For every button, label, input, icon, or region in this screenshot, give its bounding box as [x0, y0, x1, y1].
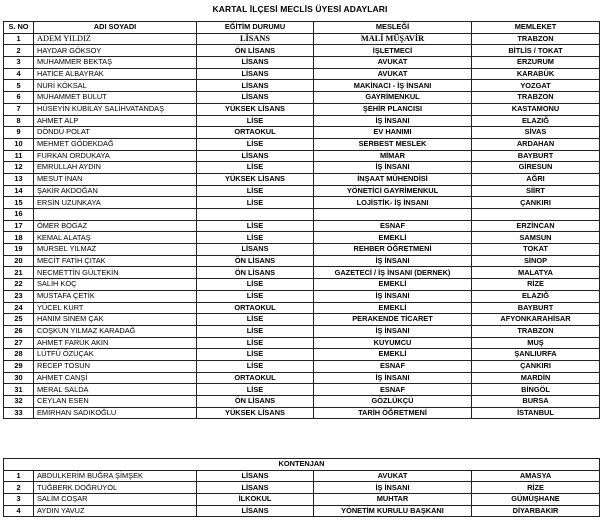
cell-education: ÖN LİSANS — [197, 267, 314, 279]
cell-hometown: BURSA — [472, 396, 600, 408]
cell-no: 31 — [4, 384, 34, 396]
cell-hometown: BİTLİS / TOKAT — [472, 45, 600, 57]
cell-no: 21 — [4, 267, 34, 279]
cell-profession: ESNAF — [314, 384, 472, 396]
cell-no: 25 — [4, 314, 34, 326]
cell-profession: EV HANIMI — [314, 127, 472, 139]
table-row — [4, 302, 600, 314]
cell-profession: İŞ İNSANI — [314, 115, 472, 127]
cell-profession: REHBER ÖĞRETMENİ — [314, 244, 472, 256]
cell-profession: PERAKENDE TİCARET — [314, 314, 472, 326]
column-header-education: EĞİTİM DURUMU — [197, 22, 314, 34]
cell-name: LÜTFÜ ÖZUÇAK — [34, 349, 197, 361]
cell-name: KEMAL ALATAŞ — [34, 232, 197, 244]
cell-name: HÜSEYİN KUBİLAY SALİHVATANDAŞ — [34, 103, 197, 115]
cell-education: ÖN LİSANS — [197, 396, 314, 408]
cell-name: ABDULKERİM BUĞRA ŞİMŞEK — [34, 470, 197, 482]
cell-education: YÜKSEK LİSANS — [197, 407, 314, 419]
cell-no: 23 — [4, 290, 34, 302]
cell-hometown: RİZE — [472, 279, 600, 291]
cell-hometown: TRABZON — [472, 33, 600, 45]
cell-profession: İŞ İNSANI — [314, 255, 472, 267]
table-row — [4, 290, 600, 302]
kontenjan-row — [4, 494, 600, 506]
table-row — [4, 138, 600, 150]
cell-education — [197, 209, 314, 221]
cell-profession: YÖNETİCİ GAYRİMENKUL — [314, 185, 472, 197]
table-row — [4, 57, 600, 69]
cell-no: 11 — [4, 150, 34, 162]
cell-profession: MALİ MÜŞAVİR — [314, 33, 472, 45]
table-row — [4, 68, 600, 80]
cell-no: 32 — [4, 396, 34, 408]
cell-no: 27 — [4, 337, 34, 349]
cell-education: LİSE — [197, 314, 314, 326]
cell-name: MESUT İNAN — [34, 173, 197, 185]
table-row — [4, 45, 600, 57]
cell-no: 33 — [4, 407, 34, 419]
table-row — [4, 244, 600, 256]
table-row — [4, 325, 600, 337]
cell-education: LİSE — [197, 360, 314, 372]
table-row — [4, 279, 600, 291]
cell-profession: ESNAF — [314, 360, 472, 372]
table-row — [4, 162, 600, 174]
table-row — [4, 150, 600, 162]
cell-hometown: GİRESUN — [472, 162, 600, 174]
cell-hometown: GÜMÜŞHANE — [472, 494, 600, 506]
cell-education: LİSANS — [197, 482, 314, 494]
cell-profession: EMEKLİ — [314, 302, 472, 314]
cell-name: AHMET CANŞİ — [34, 372, 197, 384]
table-row — [4, 185, 600, 197]
cell-hometown: MUŞ — [472, 337, 600, 349]
cell-hometown: ELAZIĞ — [472, 290, 600, 302]
cell-name: COŞKUN YILMAZ KARADAĞ — [34, 325, 197, 337]
cell-hometown: AĞRI — [472, 173, 600, 185]
cell-profession: MİMAR — [314, 150, 472, 162]
cell-hometown: TRABZON — [472, 325, 600, 337]
cell-no: 16 — [4, 209, 34, 221]
cell-hometown: AMASYA — [472, 470, 600, 482]
cell-profession: GÖZLÜKÇÜ — [314, 396, 472, 408]
cell-profession: AVUKAT — [314, 57, 472, 69]
cell-name: EMİRHAN SADIKOĞLU — [34, 407, 197, 419]
column-header-name: ADI SOYADI — [34, 22, 197, 34]
cell-name: NURİ KÖKSAL — [34, 80, 197, 92]
cell-education: YÜKSEK LİSANS — [197, 103, 314, 115]
cell-name: YÜCEL KURT — [34, 302, 197, 314]
cell-hometown: SİNOP — [472, 255, 600, 267]
cell-hometown: ERZURUM — [472, 57, 600, 69]
cell-no: 9 — [4, 127, 34, 139]
cell-profession: İŞLETMECİ — [314, 45, 472, 57]
cell-hometown: KARABÜK — [472, 68, 600, 80]
cell-education: LİSE — [197, 162, 314, 174]
table-row — [4, 103, 600, 115]
cell-no: 7 — [4, 103, 34, 115]
cell-education: ÖN LİSANS — [197, 255, 314, 267]
cell-name: MECİT FATİH ÇITAK — [34, 255, 197, 267]
cell-profession: TARİH ÖĞRETMENİ — [314, 407, 472, 419]
cell-hometown: ÇANKIRI — [472, 197, 600, 209]
cell-profession: YÖNETİM KURULU BAŞKANI — [314, 505, 472, 517]
cell-hometown: BAYBURT — [472, 150, 600, 162]
cell-name: RECEP TOSUN — [34, 360, 197, 372]
cell-profession: İŞ İNSANI — [314, 290, 472, 302]
cell-no: 15 — [4, 197, 34, 209]
cell-profession: İŞ İNSANI — [314, 325, 472, 337]
cell-name: CEYLAN ESEN — [34, 396, 197, 408]
cell-no: 24 — [4, 302, 34, 314]
cell-name: AYDIN YAVUZ — [34, 505, 197, 517]
table-row — [4, 267, 600, 279]
table-row — [4, 127, 600, 139]
table-row — [4, 209, 600, 221]
cell-name: MUHAMMER BEKTAŞ — [34, 57, 197, 69]
cell-name: ŞAKİR AKDOĞAN — [34, 185, 197, 197]
cell-profession: EMEKLİ — [314, 349, 472, 361]
cell-name: HAYDAR GÖKSOY — [34, 45, 197, 57]
cell-name — [34, 209, 197, 221]
cell-profession: İŞ İNSANI — [314, 482, 472, 494]
cell-education: İLKOKUL — [197, 494, 314, 506]
cell-education: LİSE — [197, 279, 314, 291]
cell-education: LİSE — [197, 232, 314, 244]
cell-education: ORTAOKUL — [197, 127, 314, 139]
cell-education: LİSE — [197, 197, 314, 209]
cell-no: 13 — [4, 173, 34, 185]
cell-profession: AVUKAT — [314, 470, 472, 482]
cell-name: ERSİN UZUNKAYA — [34, 197, 197, 209]
column-header-profession: MESLEĞİ — [314, 22, 472, 34]
cell-name: AHMET ALP — [34, 115, 197, 127]
kontenjan-heading: KONTENJAN — [4, 459, 600, 471]
cell-hometown — [472, 209, 600, 221]
cell-name: SALİM COŞAR — [34, 494, 197, 506]
table-row — [4, 372, 600, 384]
cell-no: 10 — [4, 138, 34, 150]
cell-no: 30 — [4, 372, 34, 384]
cell-hometown: MALATYA — [472, 267, 600, 279]
cell-name: MÜRSEL YILMAZ — [34, 244, 197, 256]
table-row — [4, 173, 600, 185]
cell-education: LİSE — [197, 325, 314, 337]
cell-profession: MAKİNACI - İŞ İNSANI — [314, 80, 472, 92]
cell-education: LİSE — [197, 220, 314, 232]
cell-no: 29 — [4, 360, 34, 372]
table-row — [4, 360, 600, 372]
cell-no: 5 — [4, 80, 34, 92]
cell-name: ÖMER BOGAZ — [34, 220, 197, 232]
kontenjan-header-row — [4, 459, 600, 471]
cell-no: 28 — [4, 349, 34, 361]
cell-profession: KUYUMCU — [314, 337, 472, 349]
cell-hometown: KASTAMONU — [472, 103, 600, 115]
cell-education: LİSANS — [197, 470, 314, 482]
candidate-table — [3, 21, 600, 419]
cell-education: LİSANS — [197, 92, 314, 104]
table-row — [4, 255, 600, 267]
cell-education: YÜKSEK LİSANS — [197, 173, 314, 185]
table-row — [4, 314, 600, 326]
table-row — [4, 232, 600, 244]
cell-no: 26 — [4, 325, 34, 337]
cell-education: LİSANS — [197, 57, 314, 69]
cell-no: 8 — [4, 115, 34, 127]
cell-no: 19 — [4, 244, 34, 256]
table-row — [4, 92, 600, 104]
cell-no: 2 — [4, 482, 34, 494]
cell-hometown: ARDAHAN — [472, 138, 600, 150]
cell-education: LİSANS — [197, 68, 314, 80]
table-row — [4, 384, 600, 396]
cell-no: 3 — [4, 494, 34, 506]
table-row — [4, 396, 600, 408]
cell-profession: ESNAF — [314, 220, 472, 232]
cell-profession: İŞ İNSANI — [314, 162, 472, 174]
cell-no: 3 — [4, 57, 34, 69]
document-title: KARTAL İLÇESİ MECLİS ÜYESİ ADAYLARI — [212, 4, 388, 14]
cell-hometown: BAYBURT — [472, 302, 600, 314]
cell-education: LİSE — [197, 185, 314, 197]
cell-profession: İNŞAAT MÜHENDİSİ — [314, 173, 472, 185]
cell-profession: GAYRİMENKUL — [314, 92, 472, 104]
cell-profession: MUHTAR — [314, 494, 472, 506]
cell-name: HATİCE ALBAYRAK — [34, 68, 197, 80]
cell-name: TUĞBERK DOĞRUYOL — [34, 482, 197, 494]
cell-name: MUHAMMET BULUT — [34, 92, 197, 104]
cell-no: 6 — [4, 92, 34, 104]
cell-hometown: YOZGAT — [472, 80, 600, 92]
cell-hometown: ŞANLIURFA — [472, 349, 600, 361]
table-row — [4, 337, 600, 349]
cell-profession: İŞ İNSANI — [314, 372, 472, 384]
cell-profession: SERBEST MESLEK — [314, 138, 472, 150]
cell-hometown: TOKAT — [472, 244, 600, 256]
cell-no: 1 — [4, 470, 34, 482]
cell-no: 22 — [4, 279, 34, 291]
cell-name: NECMETTİN GÜLTEKİN — [34, 267, 197, 279]
cell-hometown: ÇANKIRI — [472, 360, 600, 372]
cell-education: LİSANS — [197, 505, 314, 517]
cell-no: 2 — [4, 45, 34, 57]
cell-profession: LOJİSTİK- İŞ İNSANI — [314, 197, 472, 209]
cell-hometown: DİYARBAKIR — [472, 505, 600, 517]
kontenjan-row — [4, 482, 600, 494]
cell-no: 4 — [4, 505, 34, 517]
table-row — [4, 197, 600, 209]
cell-education: LİSE — [197, 115, 314, 127]
cell-name: FURKAN ORDUKAYA — [34, 150, 197, 162]
table-row — [4, 33, 600, 45]
cell-education: LİSE — [197, 337, 314, 349]
cell-education: ORTAOKUL — [197, 372, 314, 384]
cell-profession: EMEKLİ — [314, 232, 472, 244]
cell-no: 14 — [4, 185, 34, 197]
cell-hometown: AFYONKARAHİSAR — [472, 314, 600, 326]
table-row — [4, 115, 600, 127]
cell-name: HANIM SİNEM ÇAK — [34, 314, 197, 326]
cell-name: MEHMET GÖDEKDAĞ — [34, 138, 197, 150]
column-header-no: S. NO — [4, 22, 34, 34]
cell-hometown: MARDİN — [472, 372, 600, 384]
cell-name: MERAL SALDA — [34, 384, 197, 396]
cell-profession: EMEKLİ — [314, 279, 472, 291]
cell-no: 12 — [4, 162, 34, 174]
cell-education: LİSANS — [197, 33, 314, 45]
cell-education: LİSE — [197, 290, 314, 302]
cell-no: 1 — [4, 33, 34, 45]
kontenjan-table — [3, 458, 600, 517]
cell-no: 17 — [4, 220, 34, 232]
cell-hometown: SİİRT — [472, 185, 600, 197]
cell-name: AHMET FARUK AKIN — [34, 337, 197, 349]
cell-hometown: İSTANBUL — [472, 407, 600, 419]
cell-name: SALİH KOÇ — [34, 279, 197, 291]
kontenjan-row — [4, 505, 600, 517]
cell-hometown: ERZİNCAN — [472, 220, 600, 232]
cell-name: ADEM YILDIZ — [34, 33, 197, 45]
table-row — [4, 220, 600, 232]
cell-education: LİSANS — [197, 150, 314, 162]
table-header-row — [4, 22, 600, 34]
table-row — [4, 407, 600, 419]
cell-profession: GAZETECİ / İŞ İNSANI (DERNEK) — [314, 267, 472, 279]
cell-education: LİSANS — [197, 244, 314, 256]
cell-no: 20 — [4, 255, 34, 267]
cell-hometown: BİNGÖL — [472, 384, 600, 396]
cell-profession: ŞEHİR PLANCISI — [314, 103, 472, 115]
cell-education: LİSE — [197, 384, 314, 396]
cell-name: DÖNDÜ POLAT — [34, 127, 197, 139]
column-header-hometown: MEMLEKET — [472, 22, 600, 34]
cell-name: EMRULLAH AYDIN — [34, 162, 197, 174]
cell-hometown: SAMSUN — [472, 232, 600, 244]
table-row — [4, 80, 600, 92]
cell-education: LİSE — [197, 349, 314, 361]
cell-education: ÖN LİSANS — [197, 45, 314, 57]
cell-education: ORTAOKUL — [197, 302, 314, 314]
kontenjan-row — [4, 470, 600, 482]
cell-profession: AVUKAT — [314, 68, 472, 80]
table-row — [4, 349, 600, 361]
cell-hometown: SİVAS — [472, 127, 600, 139]
cell-hometown: RİZE — [472, 482, 600, 494]
cell-no: 18 — [4, 232, 34, 244]
cell-education: LİSE — [197, 138, 314, 150]
cell-hometown: ELAZIĞ — [472, 115, 600, 127]
cell-profession — [314, 209, 472, 221]
cell-education: LİSANS — [197, 80, 314, 92]
cell-no: 4 — [4, 68, 34, 80]
cell-name: MUSTAFA ÇETİK — [34, 290, 197, 302]
cell-hometown: TRABZON — [472, 92, 600, 104]
